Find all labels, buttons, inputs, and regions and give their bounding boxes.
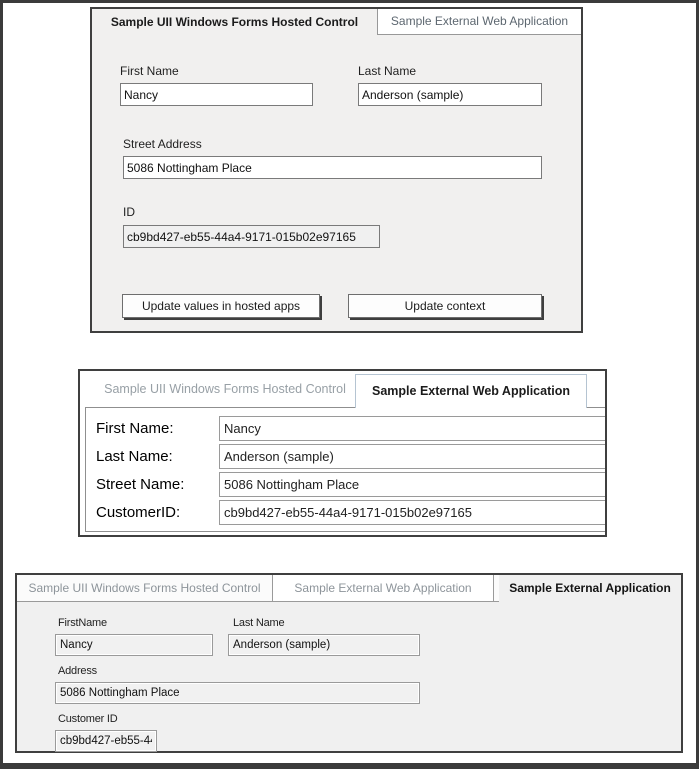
web-application-panel xyxy=(78,369,607,537)
address-input[interactable] xyxy=(55,682,420,704)
customer-id-input[interactable] xyxy=(55,730,157,752)
first-name-input[interactable] xyxy=(55,634,213,656)
street-name-input[interactable] xyxy=(219,472,607,497)
last-name-label: Last Name: xyxy=(96,448,173,465)
tab-hosted-control[interactable]: Sample UII Windows Forms Hosted Control xyxy=(110,15,359,29)
customer-id-input[interactable] xyxy=(219,500,607,525)
last-name-input[interactable] xyxy=(228,634,420,656)
tab-external-web-application[interactable]: Sample External Web Application xyxy=(377,9,581,35)
address-label: Address xyxy=(58,665,97,677)
last-name-label: Last Name xyxy=(358,64,417,78)
first-name-input[interactable] xyxy=(120,83,313,106)
hosted-control-panel xyxy=(90,7,583,333)
customer-id-label: CustomerID: xyxy=(96,504,181,521)
tab-hosted-control[interactable]: Sample UII Windows Forms Hosted Control xyxy=(104,382,346,396)
id-input[interactable] xyxy=(123,225,380,248)
tab-external-web-application[interactable]: Sample External Web Application xyxy=(355,374,587,408)
update-values-button[interactable]: Update values in hosted apps xyxy=(122,294,320,318)
last-name-label: Last Name xyxy=(233,617,285,629)
tab-hosted-control[interactable]: Sample UII Windows Forms Hosted Control xyxy=(28,581,261,595)
update-context-button[interactable]: Update context xyxy=(348,294,542,318)
first-name-label: First Name: xyxy=(96,420,174,437)
last-name-input[interactable] xyxy=(219,444,607,469)
customer-id-label: Customer ID xyxy=(58,713,118,725)
external-application-panel xyxy=(15,573,683,753)
tab-external-application[interactable]: Sample External Application xyxy=(509,581,671,595)
web-form-content xyxy=(85,407,607,532)
street-address-input[interactable] xyxy=(123,156,542,179)
id-label: ID xyxy=(123,205,135,219)
tab-external-web-application[interactable]: Sample External Web Application xyxy=(272,575,494,602)
street-address-label: Street Address xyxy=(123,137,202,151)
first-name-label: First Name xyxy=(120,64,179,78)
last-name-input[interactable] xyxy=(358,83,542,106)
street-name-label: Street Name: xyxy=(96,476,185,493)
first-name-input[interactable] xyxy=(219,416,607,441)
first-name-label: FirstName xyxy=(58,617,107,629)
